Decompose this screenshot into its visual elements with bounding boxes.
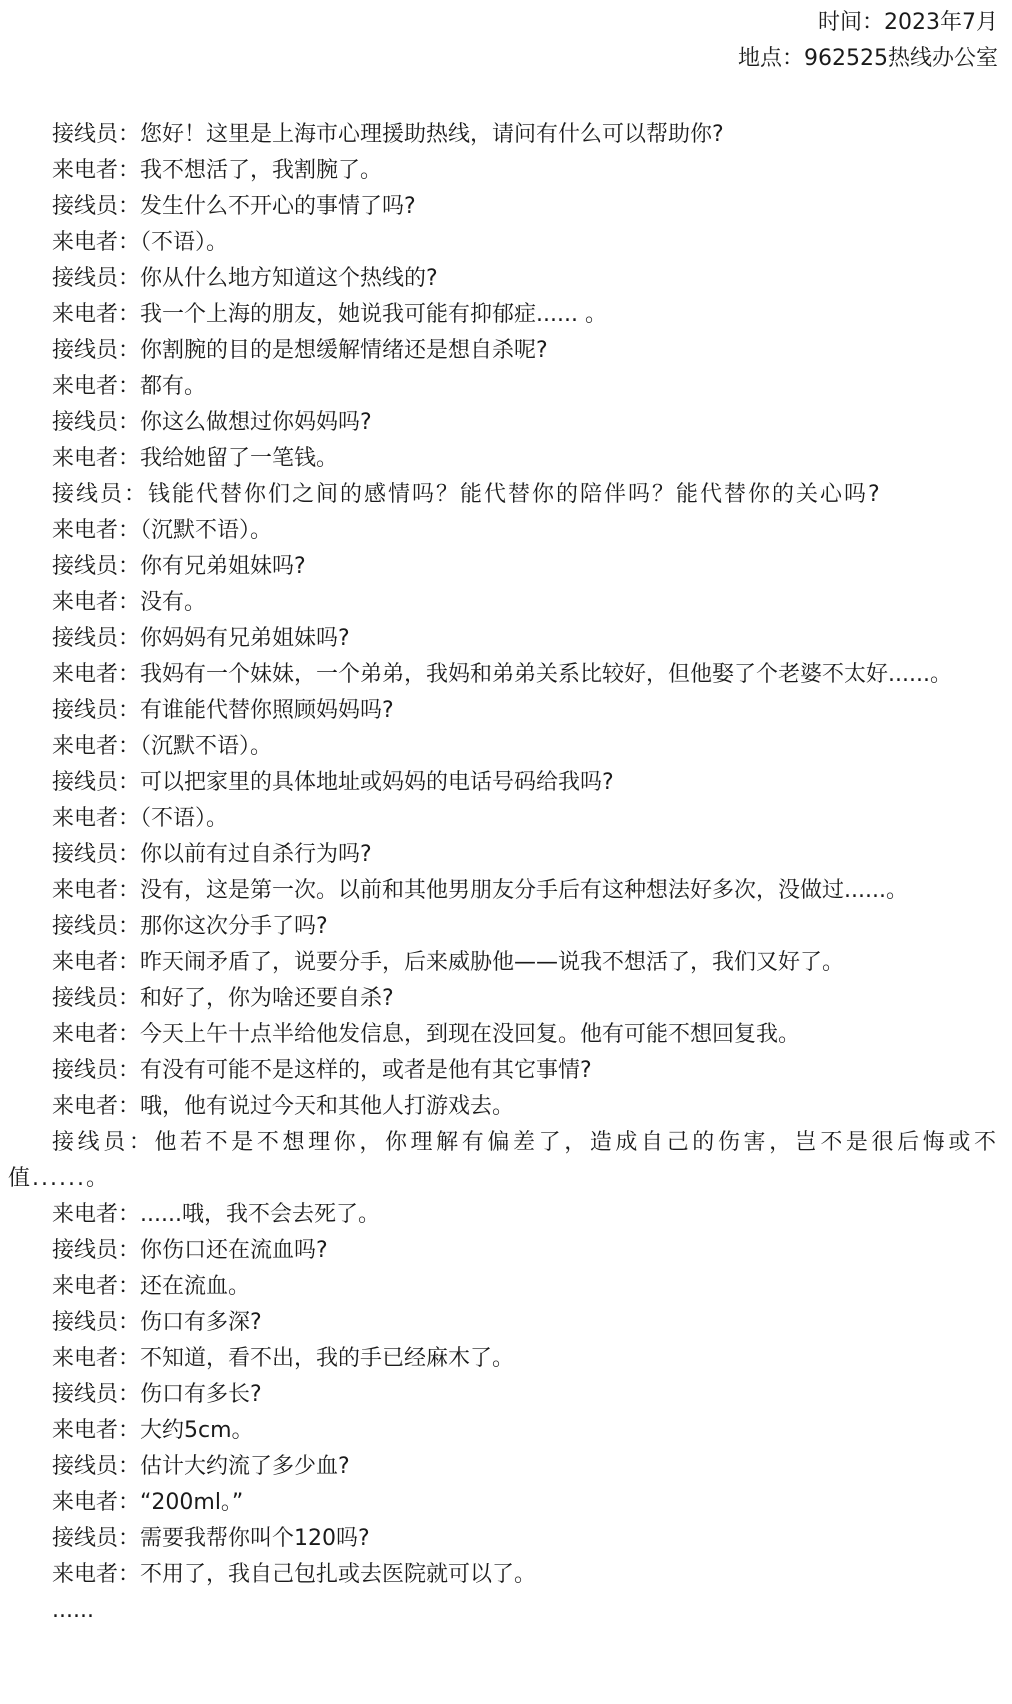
dialogue-line: 来电者：“200ml。”	[52, 1490, 244, 1515]
dialogue-line: 来电者：我不想活了，我割腕了。	[52, 158, 383, 183]
dialogue-line: 接线员：您好！这里是上海市心理援助热线，请问有什么可以帮助你?	[52, 122, 724, 147]
dialogue-line: 来电者：......哦，我不会去死了。	[52, 1202, 380, 1227]
dialogue-line: 来电者：不知道，看不出，我的手已经麻木了。	[52, 1346, 515, 1371]
dialogue-line: 接线员：可以把家里的具体地址或妈妈的电话号码给我吗?	[52, 770, 614, 795]
dialogue-line: 来电者：（沉默不语）。	[52, 734, 273, 759]
dialogue-line: 接线员：伤口有多深?	[52, 1310, 262, 1335]
spacer	[8, 77, 998, 117]
dialogue-line: 接线员：你伤口还在流血吗?	[52, 1238, 328, 1263]
dialogue-line: 来电者：昨天闹矛盾了，说要分手，后来威胁他——说我不想活了，我们又好了。	[52, 950, 845, 975]
dialogue-line: 来电者：哦，他有说过今天和其他人打游戏去。	[52, 1094, 515, 1119]
dialogue-line: 接线员：需要我帮你叫个120吗?	[52, 1526, 370, 1551]
dialogue-line: 接线员：估计大约流了多少血?	[52, 1454, 350, 1479]
dialogue-ellipsis: ......	[52, 1598, 94, 1623]
dialogue-line: 接线员：你割腕的目的是想缓解情绪还是想自杀呢?	[52, 338, 548, 363]
dialogue-line: 来电者：还在流血。	[52, 1274, 251, 1299]
dialogue-line: 来电者：我妈有一个妹妹，一个弟弟，我妈和弟弟关系比较好，但他娶了个老婆不太好......。	[52, 662, 952, 687]
dialogue-line: 接线员：你从什么地方知道这个热线的?	[52, 266, 438, 291]
header-meta	[8, 0, 998, 77]
dialogue-line: 接线员：有没有可能不是这样的，或者是他有其它事情?	[52, 1058, 592, 1083]
dialogue-transcript	[8, 117, 998, 1629]
dialogue-line: 接线员：他若不是不想理你，你理解有偏差了，造成自己的伤害，岂不是很后悔或不值......。	[8, 1130, 998, 1191]
dialogue-line: 来电者：我给她留了一笔钱。	[52, 446, 339, 471]
dialogue-line: 接线员：那你这次分手了吗?	[52, 914, 328, 939]
dialogue-line: 接线员：发生什么不开心的事情了吗?	[52, 194, 416, 219]
dialogue-line: 接线员：伤口有多长?	[52, 1382, 262, 1407]
meta-place: 地点：962525热线办公室	[738, 46, 998, 71]
dialogue-line: 接线员：你这么做想过你妈妈吗?	[52, 410, 372, 435]
dialogue-line: 接线员：钱能代替你们之间的感情吗？能代替你的陪伴吗？能代替你的关心吗?	[52, 482, 882, 507]
dialogue-line: 接线员：你妈妈有兄弟姐妹吗?	[52, 626, 350, 651]
dialogue-line: 来电者：都有。	[52, 374, 207, 399]
dialogue-line: 接线员：你有兄弟姐妹吗?	[52, 554, 306, 579]
dialogue-line: 来电者：今天上午十点半给他发信息，到现在没回复。他有可能不想回复我。	[52, 1022, 801, 1047]
dialogue-line: 来电者：（沉默不语）。	[52, 518, 273, 543]
dialogue-line: 来电者：（不语）。	[52, 230, 229, 255]
dialogue-line: 来电者：大约5cm。	[52, 1418, 254, 1443]
dialogue-line: 接线员：有谁能代替你照顾妈妈吗?	[52, 698, 394, 723]
dialogue-line: 来电者：（不语）。	[52, 806, 229, 831]
dialogue-line: 来电者：没有。	[52, 590, 207, 615]
dialogue-line: 来电者：不用了，我自己包扎或去医院就可以了。	[52, 1562, 537, 1587]
dialogue-line: 来电者：没有，这是第一次。以前和其他男朋友分手后有这种想法好多次，没做过......。	[52, 878, 908, 903]
meta-time: 时间：2023年7月	[818, 10, 998, 35]
dialogue-line: 来电者：我一个上海的朋友，她说我可能有抑郁症...... 。	[52, 302, 607, 327]
dialogue-line: 接线员：你以前有过自杀行为吗?	[52, 842, 372, 867]
dialogue-line: 接线员：和好了，你为啥还要自杀?	[52, 986, 394, 1011]
